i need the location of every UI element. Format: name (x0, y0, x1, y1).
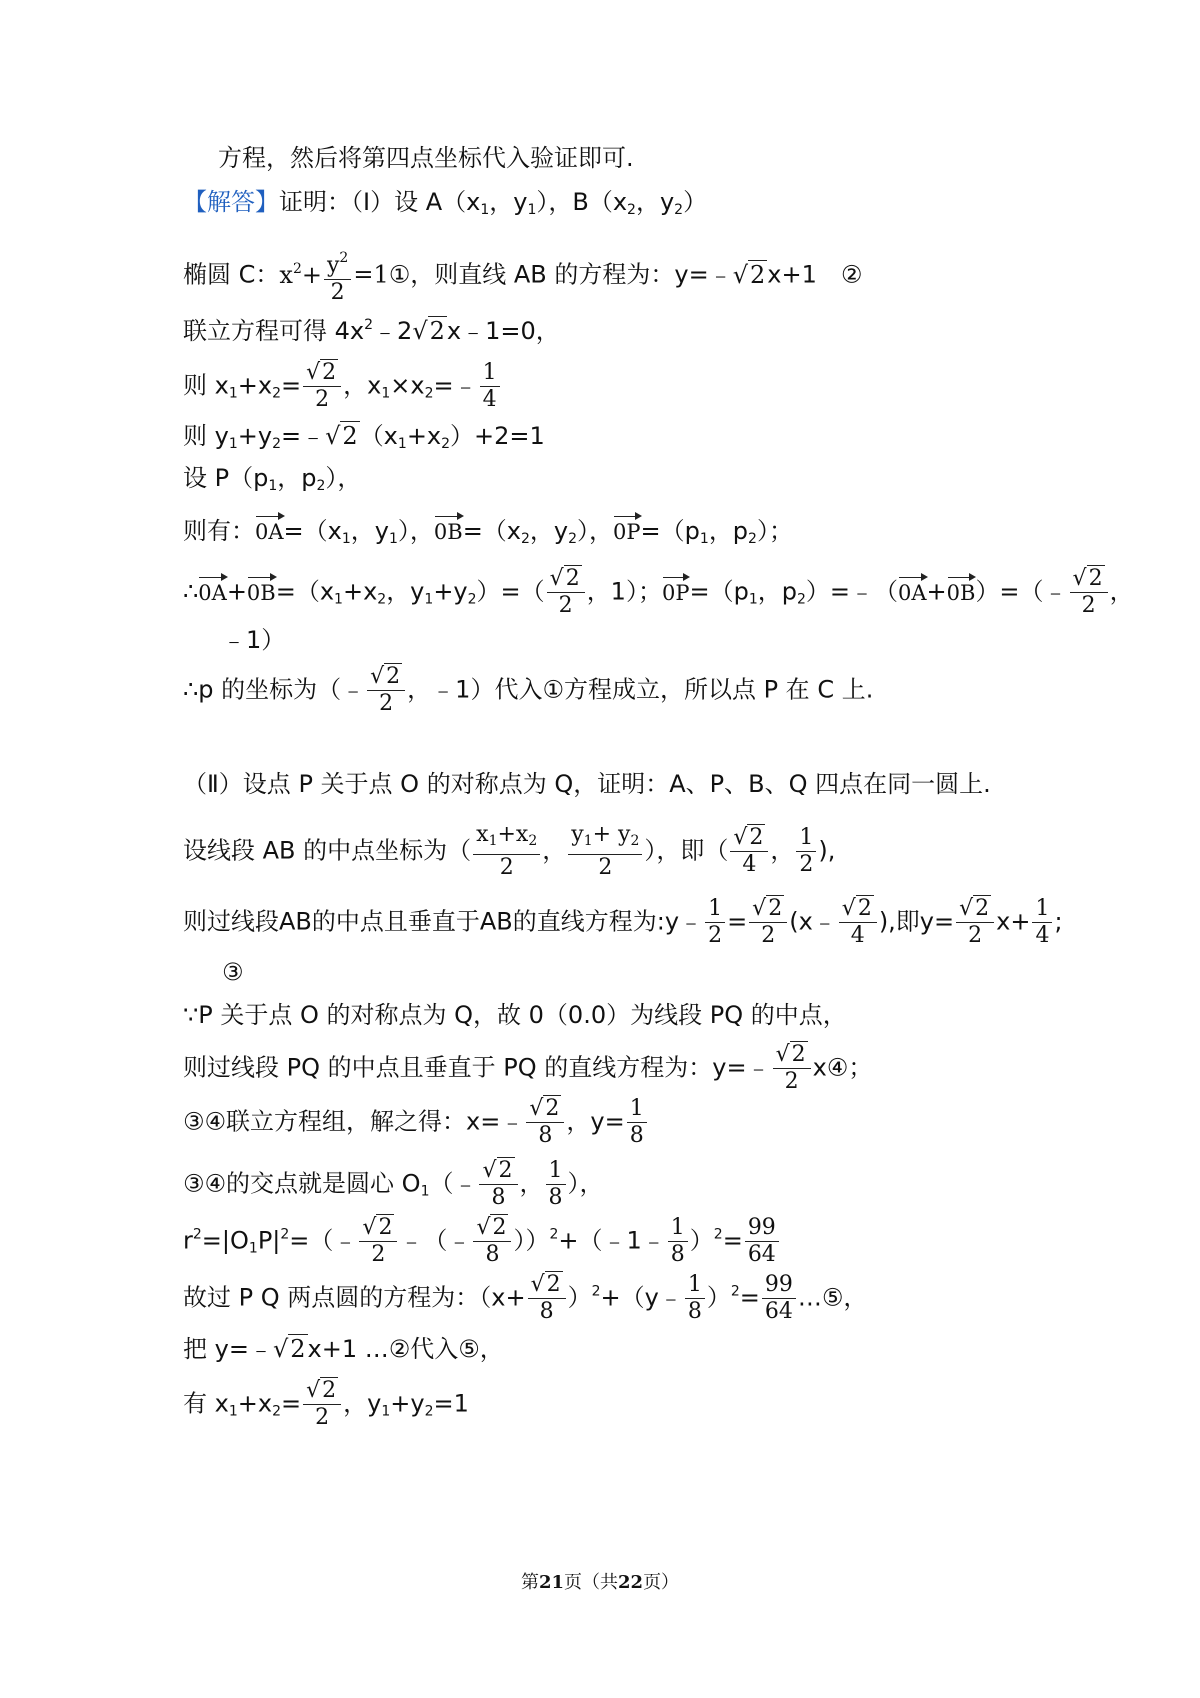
page-total: 22 (618, 1572, 644, 1593)
text-line-6: 则 $y_1+y_2=﹣√2(x_1+x_2)+2=1$ (183, 422, 545, 452)
part-ii-heading: （Ⅱ）设点 P 关于点 O 的对称点为 Q，证明：A、P、B、Q 四点在同一圆上. (183, 770, 991, 798)
text-line-1: 方程，然后将第四点坐标代入验证即可. (218, 144, 634, 172)
text-line-4: 联立方程可得 $4x^2﹣2√2x﹣1=0$， (183, 317, 560, 345)
text-line-9: $\therefore 0A+0B=(x_1+x_2$，$y_1+y_2)=$（ $\frac{√2}{2}$ ，1）；$0P=(p_1$，$p_2)=﹣(0A+0B)=(﹣$ $\frac{√2}{2}$ ， (183, 566, 1134, 618)
text-line-12: 设线段 AB 的中点坐标为（ $\frac{x_1+x_2}{2}$ ， $\frac{y_1+ y_2}{2}$ ），即（ $\frac{√2}{4}$ ， $\frac{1}{2}$ ), (183, 822, 836, 880)
page-footer: 第21页（共22页） (520, 1572, 680, 1593)
text-line-19: $r^2=|O_1P|^2=(﹣$ $\frac{√2}{2}$ ﹣（﹣ $\frac{√2}{8}$ ））$^2$+（﹣1﹣ $\frac{1}{8}$ ）$^2$= $\frac{99}{64}$ (183, 1215, 781, 1268)
text-line-7: 设 $P(p_1$，$p_2$）， (183, 464, 362, 494)
text-line-16: 则过线段 PQ 的中点且垂直于 PQ 的直线方程为：y=﹣ $\frac{√2}{2}$ x④； (183, 1042, 873, 1094)
circle-equation-line: 故过 P Q 两点圆的方程为：（x+ $\frac{√2}{8}$ ）$^2$+（y﹣ $\frac{1}{8}$ ）$^2$= $\frac{99}{64}$ …⑤， (183, 1272, 868, 1324)
text-line-22: 有 $x_1+x_2=$ $\frac{√2}{2}$ ，$y_1+y_2=1$ (183, 1378, 469, 1430)
text-line-9-cont: ﹣1） (222, 626, 286, 654)
text-line-8: 则有：$0A=(x_1$，$y_1$），$0B=(x_2$，$y_2$），$0P=(p_1$，$p_2$）； (183, 517, 793, 547)
text-line-14: ③ (222, 958, 244, 986)
text-line-10: ∴p 的坐标为（﹣ $\frac{√2}{2}$ ，﹣1）代入①方程成立，所以点 P 在 C 上. (183, 664, 874, 716)
text-line-15: ∵P 关于点 O 的对称点为 Q，故 0（0.0）为线段 PQ 的中点， (183, 1001, 847, 1029)
text-line-18: ③④的交点就是圆心 $O_1(﹣$ $\frac{√2}{8}$ ， $\frac{1}{8}$ ）， (183, 1158, 604, 1210)
text-line-2: 【解答】证明：（Ⅰ）设 $A(x_1$，$y_1$），$B(x_2$，$y_2$） (183, 188, 708, 218)
ellipse-equation-line: 椭圆 C：$x^2+$ $\frac{y^2}{2}$ =1①，则直线 AB 的方程为：y=﹣√2x+1 ② (183, 245, 862, 306)
text-line-17: ③④联立方程组，解之得：x=﹣ $\frac{√2}{8}$ ，y= $\frac{1}{8}$ (183, 1096, 649, 1149)
page-number: 21 (538, 1572, 564, 1593)
text-line-13: 则过线段AB的中点且垂直于AB的直线方程为:y﹣ $\frac{1}{2}$ = $\frac{√2}{2}$ (x﹣ $\frac{√2}{4}$ ),即y= $\frac{√2}{2}$ x+ $\frac{1}{4}$ ; (183, 896, 1063, 948)
text-line-5: 则 $x_1+x_2=$ $\frac{√2}{2}$ ，$x_1\times x_2=﹣$ $\frac{1}{4}$ (183, 360, 502, 413)
answer-tag: 【解答】 (183, 188, 279, 216)
text-line-21: 把 y=﹣√2x+1 …②代入⑤， (183, 1335, 504, 1363)
